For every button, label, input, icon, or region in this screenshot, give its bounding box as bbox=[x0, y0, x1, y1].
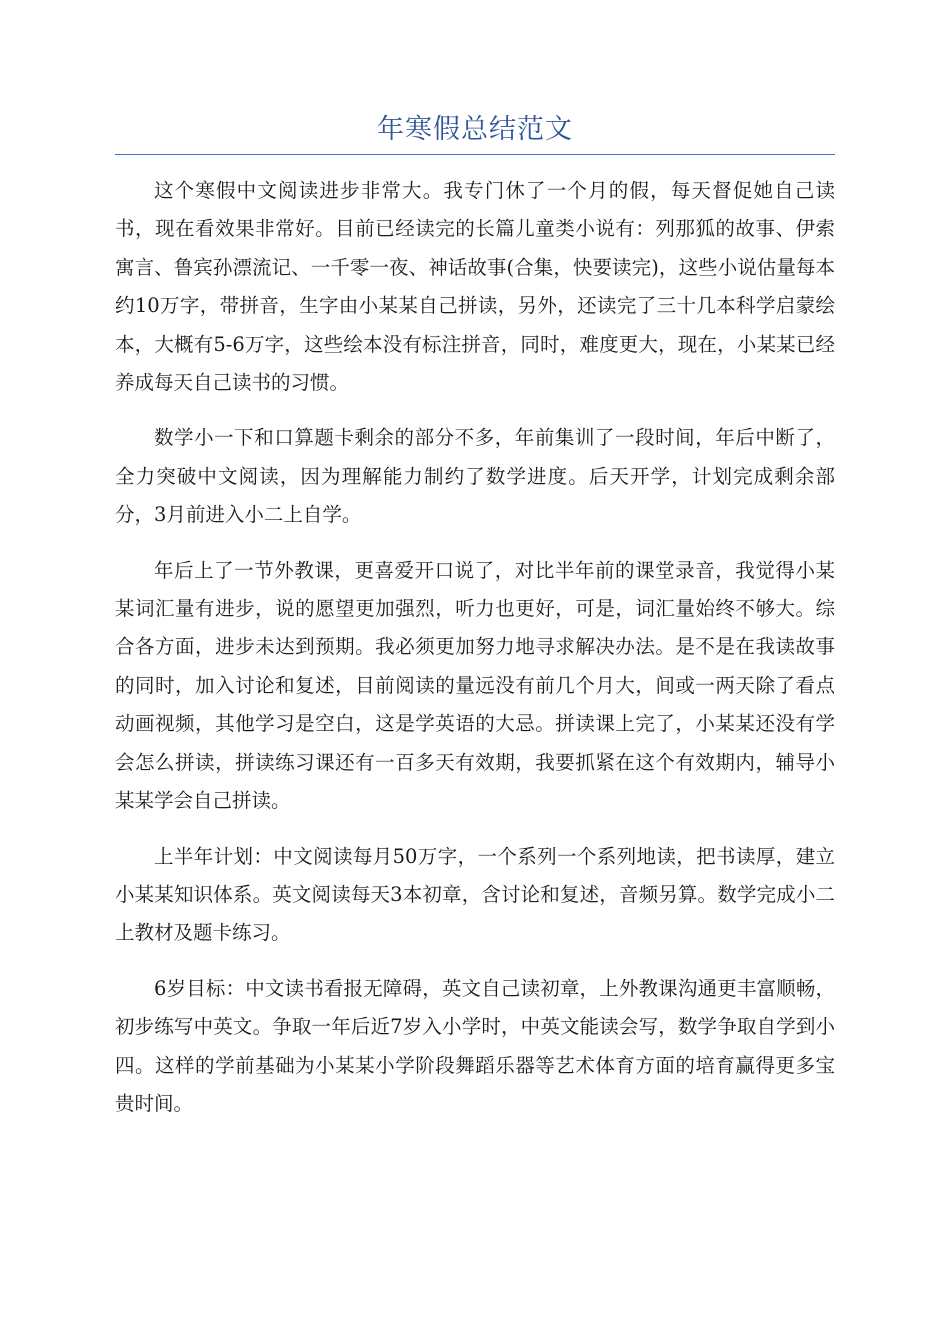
paragraph-english-progress: 年后上了一节外教课，更喜爱开口说了，对比半年前的课堂录音，我觉得小某某词汇量有进步，说的愿望更加强烈，听力也更好，可是，词汇量始终不够大。综合各方面，进步未达到预期。我必须更加努力地寻求解决办法。是不是在我读故事的同时，加入讨论和复述，目前阅读的量远没有前几个月大，间或一两天除了看点动画视频，其他学习是空白，这是学英语的大忌。拼读课上完了，小某某还没有学会怎么拼读，拼读练习课还有一百多天有效期，我要抓紧在这个有效期内，辅导小某某学会自己拼读。 bbox=[115, 558, 835, 813]
document-body bbox=[115, 172, 835, 1140]
document-title: 年寒假总结范文 bbox=[377, 114, 573, 145]
paragraph-six-year-goal: 6岁目标：中文读书看报无障碍，英文自己读初章，上外教课沟通更丰富顺畅，初步练写中英文。争取一年后近7岁入小学时，中英文能读会写，数学争取自学到小四。这样的学前基础为小某某小学阶段舞蹈乐器等艺术体育方面的培育赢得更多宝贵时间。 bbox=[115, 976, 835, 1115]
paragraph-half-year-plan: 上半年计划：中文阅读每月50万字，一个系列一个系列地读，把书读厚，建立小某某知识体系。英文阅读每天3本初章，含讨论和复述，音频另算。数学完成小二上教材及题卡练习。 bbox=[115, 844, 835, 945]
title-underline bbox=[115, 154, 835, 155]
paragraph-math-progress: 数学小一下和口算题卡剩余的部分不多，年前集训了一段时间，年后中断了，全力突破中文阅读，因为理解能力制约了数学进度。后天开学，计划完成剩余部分，3月前进入小二上自学。 bbox=[115, 426, 835, 527]
paragraph-reading-progress: 这个寒假中文阅读进步非常大。我专门休了一个月的假，每天督促她自己读书，现在看效果非常好。目前已经读完的长篇儿童类小说有：列那狐的故事、伊索寓言、鲁宾孙漂流记、一千零一夜、神话故事(合集，快要读完)，这些小说估量每本约10万字，带拼音，生字由小某某自己拼读，另外，还读完了三十几本科学启蒙绘本，大概有5-6万字，这些绘本没有标注拼音，同时，难度更大，现在，小某某已经养成每天自己读书的习惯。 bbox=[115, 179, 835, 395]
